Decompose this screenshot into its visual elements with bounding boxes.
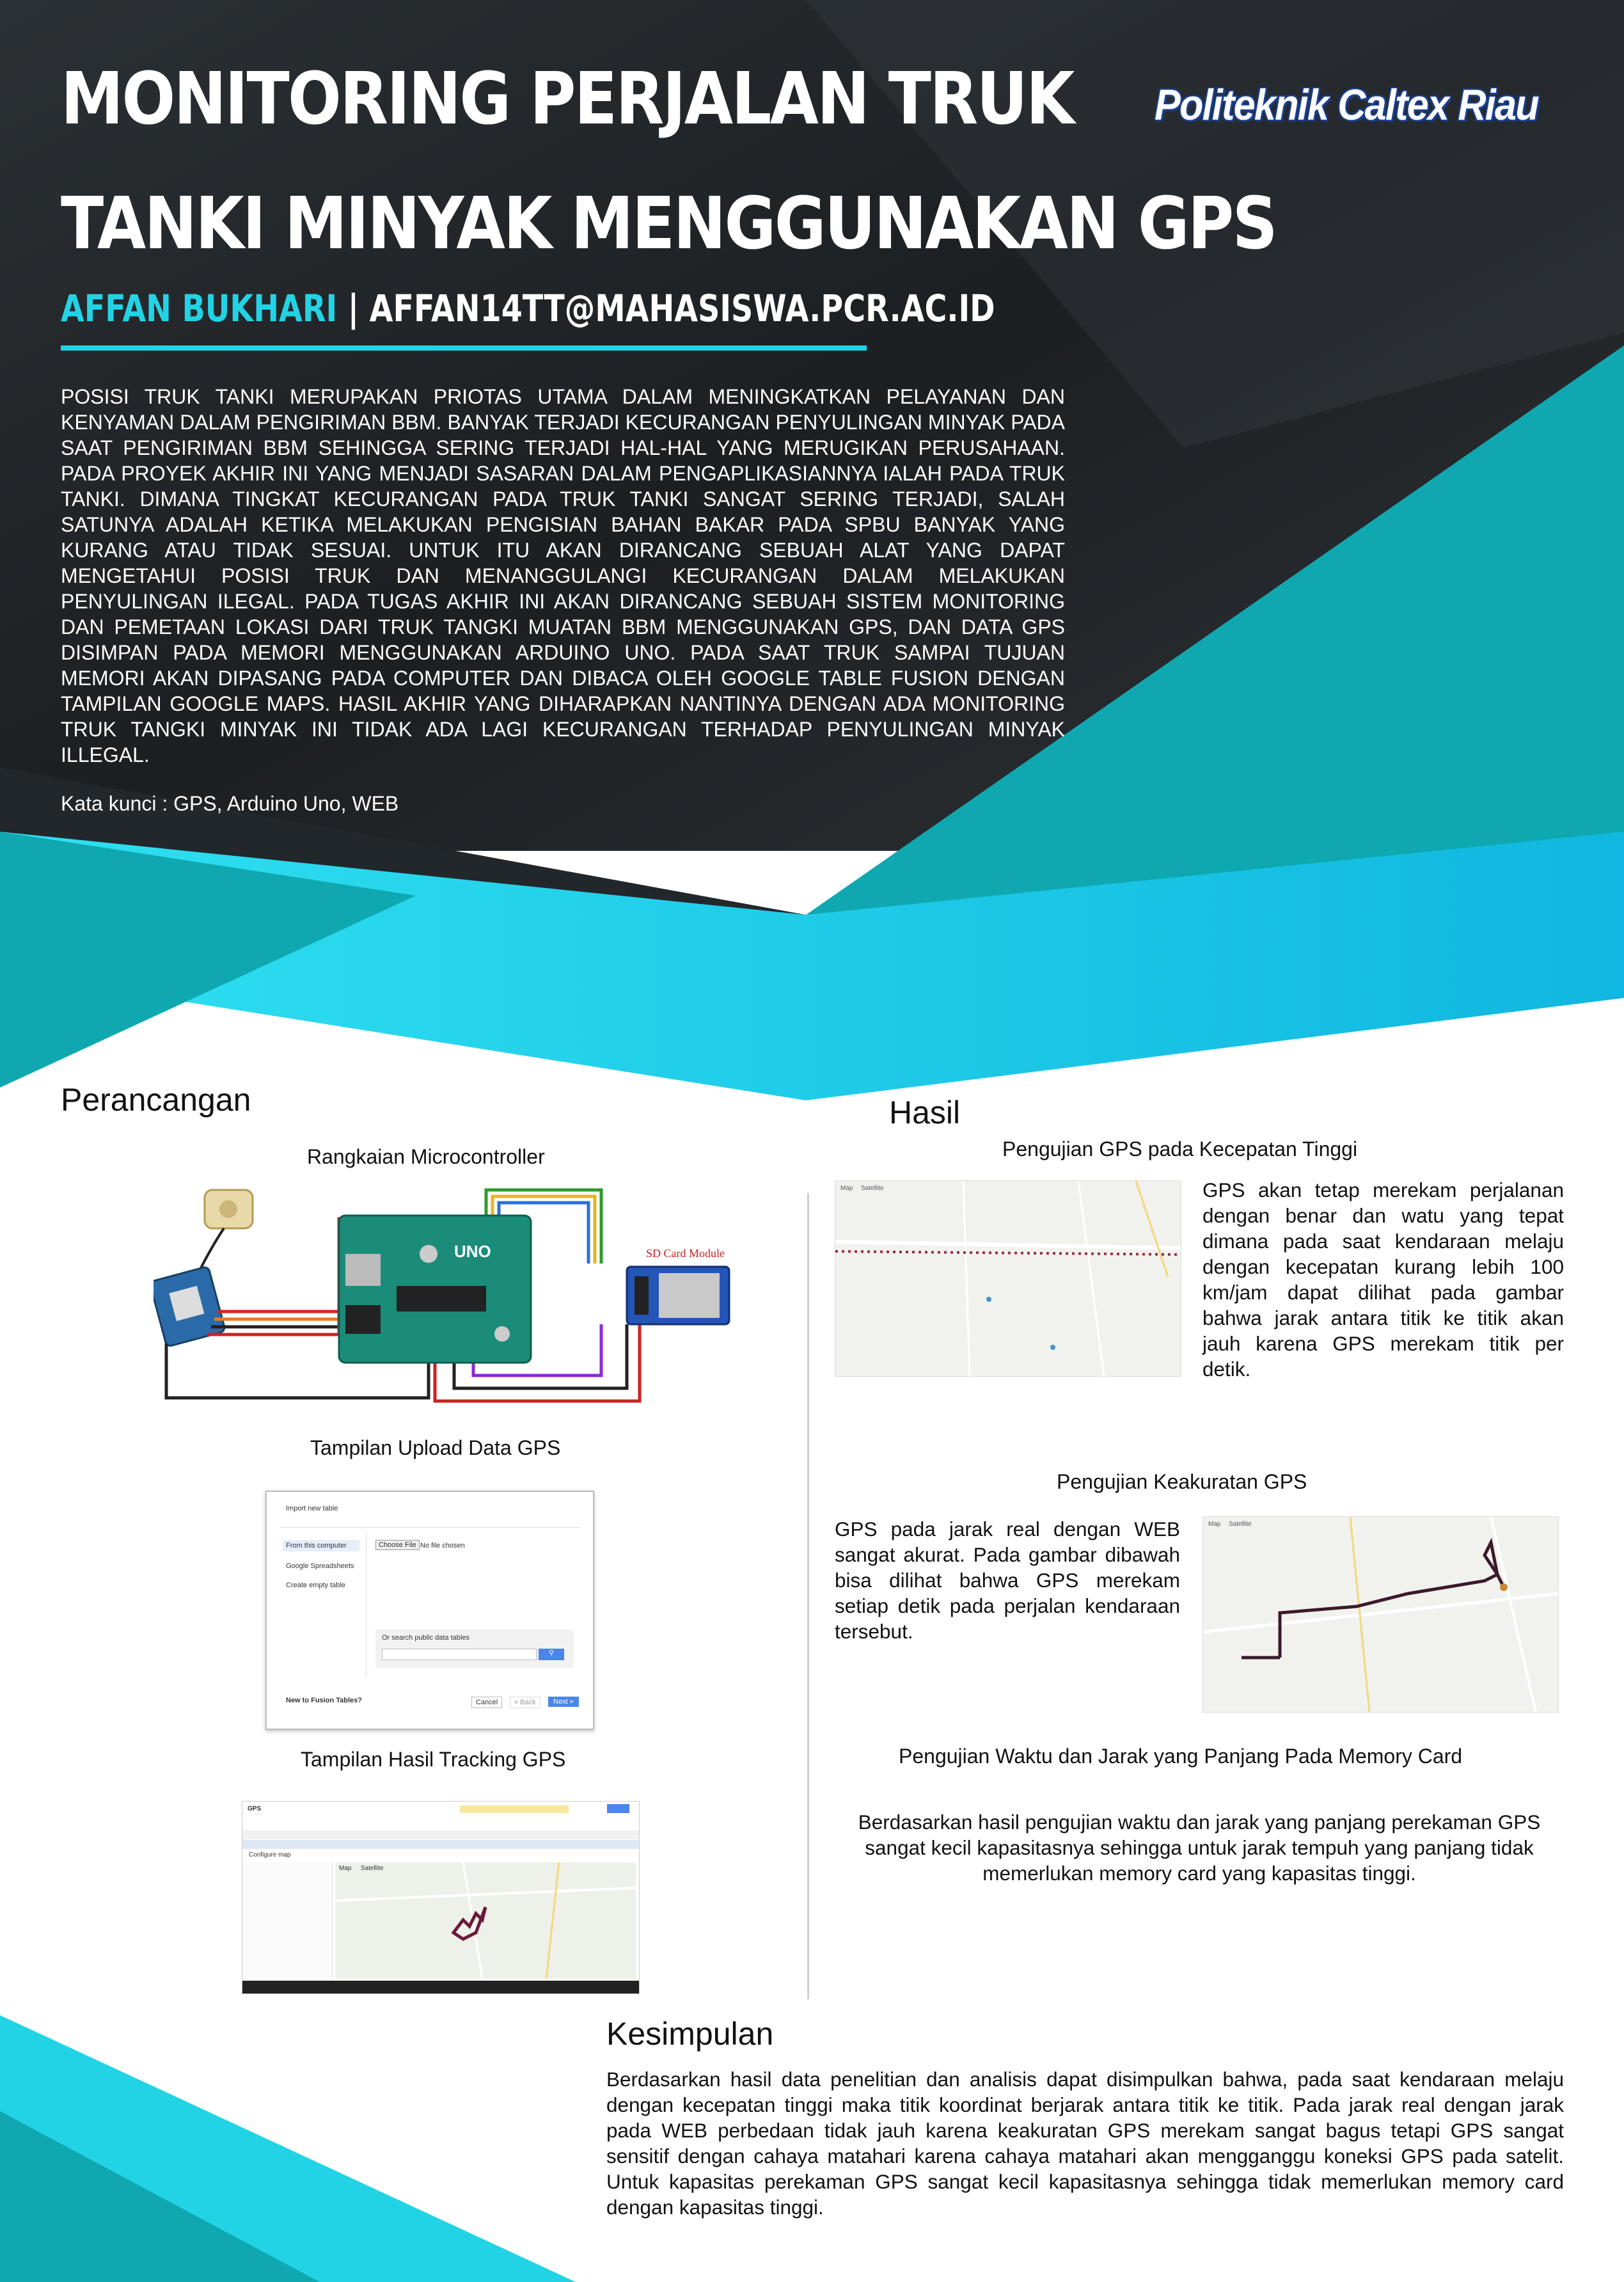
accuracy-satellite-tab[interactable]: Satellite — [1229, 1521, 1252, 1528]
option-from-computer[interactable]: From this computer — [286, 1542, 347, 1549]
option-google-sheets[interactable]: Google Spreadsheets — [286, 1562, 354, 1570]
sd-card-label: SD Card Module — [646, 1247, 725, 1260]
back-button[interactable]: « Back — [510, 1697, 540, 1708]
circuit-diagram — [154, 1177, 742, 1407]
poster-title-line2: TANKI MINYAK MENGGUNAKAN GPS — [61, 182, 1276, 265]
author-separator: | — [347, 287, 359, 330]
caption-circuit: Rangkaian Microcontroller — [307, 1145, 545, 1168]
option-empty-table[interactable]: Create empty table — [286, 1581, 345, 1589]
conclusion-text: Berdasarkan hasil data penelitian dan analisis dapat disimpulkan bahwa, pada saat kendaraan melaju dengan kecepatan tinggi maka titik koordinat berjarak antara titik ke titik. Pada jarak real dengan jarak pada WEB perbedaan tidak jauh karena keakuratan GPS merekam sangat bagus tetapi GPS sangat sensitif dengan cahaya matahari karena cahaya matahari akan mengganggu koneksi GPS pada satelit. Untuk kapasitas perekaman GPS sangat kecil kapasitasnya sehingga tidak memerlukan memory card dengan kapasitas tinggi. — [606, 2068, 1564, 2219]
speed-map-tab[interactable]: Map — [840, 1185, 853, 1192]
new-label: New to Fusion Tables? — [286, 1697, 362, 1704]
heading-kesimpulan: Kesimpulan — [606, 2016, 774, 2052]
speed-test-text: GPS akan tetap merekam perjalanan dengan benar dan watu yang tepat dimana pada saat kendaraan melaju dengan kecepatan kurang lebih 100 km/jam dapat dilihat pada gambar bahwa jarak antara titik ke titik akan jauh karena GPS merekam titik per detik. — [1202, 1178, 1564, 1381]
search-public-input[interactable] — [382, 1649, 537, 1660]
uno-label: UNO — [454, 1242, 491, 1261]
abstract-text: POSISI TRUK TANKI MERUPAKAN PRIOTAS UTAMA DALAM MENINGKATKAN PELAYANAN DAN KENYAMAN DALAM PENGIRIMAN BBM. BANYAK TERJADI KECURANGAN PENYULINGAN MINYAK PADA SAAT PENGIRIMAN BBM SEHINGGA SERING TERJADI HAL-HAL YANG MERUGIKAN PERUSAHAAN. PADA PROYEK AKHIR INI YANG MENJADI SASARAN DALAM PENGAPLIKASIANNYA IALAH PADA TRUK TANKI. DIMANA TINGKAT KECURANGAN PADA TRUK TANKI SANGAT SERING TERJADI, SALAH SATUNYA ADALAH KETIKA MELAKUKAN PENGISIAN BAHAN BAKAR PADA SPBU BANYAK YANG KURANG ATAU TIDAK SESUAI. UNTUK ITU AKAN DIRANCANG SEBUAH ALAT YANG DAPAT MENGETAHUI POSISI TRUK DAN MENANGGULANGI KECURANGAN DALAM MELAKUKAN PENYULINGAN ILEGAL. PADA TUGAS AKHIR INI AKAN DIRANCANG SEBUAH SISTEM MONITORING DAN PEMETAAN LOKASI DARI TRUK TANGKI MUATAN BBM MENGGUNAKAN GPS, DAN DATA GPS DISIMPAN PADA MEMORI MENGGUNAKAN ARDUINO UNO. PADA SAAT TRUK SAMPAI TUJUAN MEMORI AKAN DIPASANG PADA COMPUTER DAN DIBACA OLEH GOOGLE TABLE FUSION DENGAN TAMPILAN GOOGLE MAPS. HASIL AKHIR YANG DIHARAPKAN NANTINYA DENGAN ADA MONITORING TRUK TANGKI MINYAK INI TIDAK ADA LAGI KECURANGAN TERHADAP PENYULINGAN MINYAK ILLEGAL. — [61, 385, 1065, 766]
column-divider — [807, 1193, 809, 1999]
keywords: Kata kunci : GPS, Arduino Uno, WEB — [61, 792, 399, 815]
author-name: AFFAN BUKHARI — [61, 287, 338, 330]
institution-logo: Politeknik Caltex Riau — [1155, 81, 1538, 129]
author-line — [61, 287, 995, 330]
no-file-text: No file chosen — [420, 1542, 465, 1549]
tracking-app-name: GPS — [248, 1805, 262, 1812]
gps-antenna-icon — [205, 1190, 253, 1228]
tracking-map-tab[interactable]: Map — [339, 1865, 352, 1872]
caption-tracking: Tampilan Hasil Tracking GPS — [301, 1748, 566, 1771]
dialog-title: Import new table — [286, 1505, 338, 1512]
caption-accuracy-test: Pengujian Keakuratan GPS — [1057, 1470, 1307, 1493]
accuracy-map-tab[interactable]: Map — [1208, 1521, 1221, 1528]
configure-map-label[interactable]: Configure map — [249, 1851, 291, 1858]
arduino-board-icon — [339, 1216, 531, 1363]
accuracy-test-text: GPS pada jarak real dengan WEB sangat akurat. Pada gambar dibawah bisa dilihat bahwa GPS merekam setiap detik pada perjalan kendaraan tersebut. — [835, 1517, 1180, 1643]
caption-upload: Tampilan Upload Data GPS — [310, 1436, 561, 1459]
accuracy-test-map — [1202, 1516, 1559, 1713]
upload-screenshot — [265, 1491, 594, 1730]
tracking-satellite-tab[interactable]: Satellite — [361, 1865, 384, 1872]
speed-test-map — [835, 1180, 1181, 1377]
tracking-screenshot — [242, 1801, 640, 1994]
caption-speed-test: Pengujian GPS pada Kecepatan Tinggi — [1002, 1137, 1358, 1161]
cancel-button[interactable]: Cancel — [471, 1697, 502, 1708]
speed-satellite-tab[interactable]: Satellite — [861, 1185, 884, 1192]
caption-memory-test: Pengujian Waktu dan Jarak yang Panjang Pada Memory Card — [899, 1745, 1463, 1768]
heading-hasil: Hasil — [889, 1095, 961, 1130]
memory-test-text: Berdasarkan hasil pengujian waktu dan jarak yang panjang perekaman GPS sangat kecil kapasitasnya sehingga untuk jarak tempuh yang panjang tidak memerlukan memory card yang kapasitas tinggi. — [858, 1811, 1541, 1885]
share-button[interactable] — [607, 1804, 629, 1813]
search-label: Or search public data tables — [382, 1634, 469, 1642]
poster-title-line1: MONITORING PERJALAN TRUK — [61, 58, 1073, 141]
sd-card-module-icon — [627, 1267, 729, 1324]
next-button[interactable]: Next » — [548, 1697, 579, 1707]
heading-perancangan: Perancangan — [61, 1082, 251, 1118]
search-icon[interactable]: ⚲ — [539, 1649, 564, 1660]
choose-file-button[interactable]: Choose File — [375, 1540, 420, 1550]
author-email: AFFAN14TT@MAHASISWA.PCR.AC.ID — [369, 287, 995, 330]
